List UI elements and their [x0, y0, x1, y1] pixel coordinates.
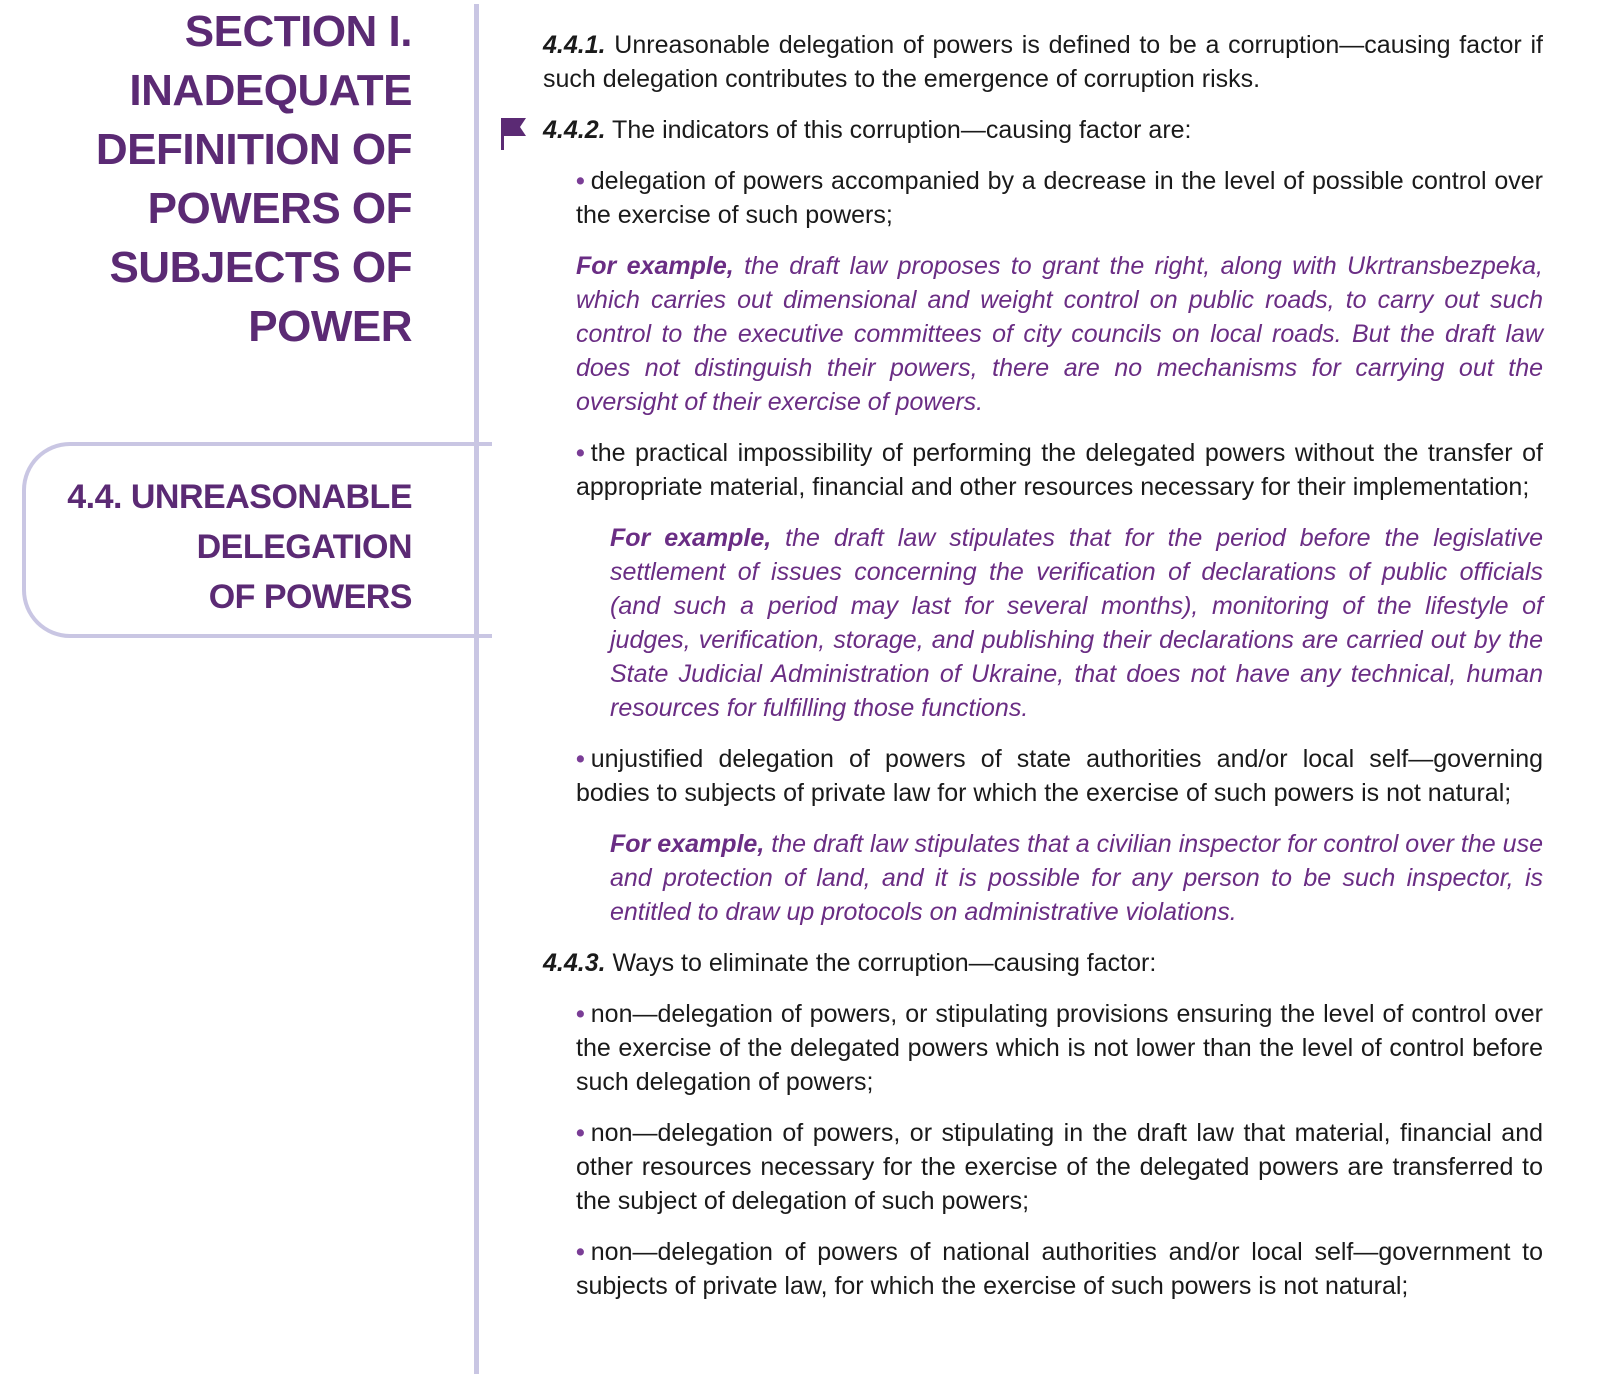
indicator-item — [576, 436, 1543, 504]
example-block — [610, 521, 1543, 725]
main-content — [543, 28, 1543, 1320]
example-text: the draft law proposes to grant the right, along with Ukrtransbezpeka, which carries out dimensional and weight control on public roads, to carry out such control to the executive committees of city councils on local roads. But the draft law does not distinguish their powers, there are no mechanisms for carrying out the oversight of their exercise of powers. — [576, 252, 1543, 416]
flag-icon[interactable] — [499, 116, 529, 150]
paragraph-number: 4.4.3. — [543, 949, 606, 977]
sidebar — [0, 0, 478, 1374]
section-title-line: POWER — [248, 302, 412, 351]
indicator-item — [576, 164, 1543, 232]
section-title-line: INADEQUATE — [129, 66, 412, 115]
paragraph-number: 4.4.2. — [543, 116, 606, 144]
section-title-line: DEFINITION OF — [95, 125, 412, 174]
paragraph-number: 4.4.1. — [543, 31, 606, 59]
subsection-title-line: DELEGATION — [196, 528, 412, 566]
bullet-icon: • — [576, 1119, 585, 1147]
elimination-text: non—delegation of powers, or stipulating provisions ensuring the level of control over the exercise of the delegated powers which is not lower than the level of control before such delegation of powers; — [576, 1000, 1543, 1096]
elimination-item — [576, 1116, 1543, 1218]
elimination-text: non—delegation of powers of national authorities and/or local self—government to subjects of private law, for which the exercise of such powers is not natural; — [576, 1238, 1543, 1300]
indicator-text: delegation of powers accompanied by a decrease in the level of possible control over the exercise of such powers; — [576, 167, 1543, 229]
bullet-icon: • — [576, 1238, 585, 1266]
bullet-icon: • — [576, 745, 585, 773]
section-title-line: POWERS OF — [147, 184, 412, 233]
elimination-item — [576, 1235, 1543, 1303]
paragraph-4-4-3 — [543, 946, 1543, 980]
bullet-icon: • — [576, 439, 585, 467]
section-title-line: SECTION I. — [184, 7, 412, 56]
section-title-line: SUBJECTS OF — [109, 243, 412, 292]
paragraph-text: The indicators of this corruption—causing factor are: — [605, 116, 1192, 144]
subsection-title-line: OF POWERS — [208, 578, 412, 616]
elimination-text: non—delegation of powers, or stipulating in the draft law that material, financial and other resources necessary for the exercise of the delegated powers are transferred to the subject of delegation of such powers; — [576, 1119, 1543, 1215]
elimination-item — [576, 997, 1543, 1099]
subsection-title — [67, 472, 412, 622]
bullet-icon: • — [576, 1000, 585, 1028]
example-lead: For example, — [576, 252, 734, 280]
example-block — [576, 249, 1543, 419]
subsection-title-line: 4.4. UNREASONABLE — [67, 478, 412, 516]
paragraph-4-4-1 — [543, 28, 1543, 96]
indicator-text: unjustified delegation of powers of state authorities and/or local self—governing bodies to subjects of private law for which the exercise of such powers is not natural; — [576, 745, 1543, 807]
example-lead: For example, — [610, 524, 772, 552]
section-title — [96, 2, 412, 356]
example-block — [610, 827, 1543, 929]
indicator-item — [576, 742, 1543, 810]
paragraph-text: Ways to eliminate the corruption—causing factor: — [605, 949, 1157, 977]
paragraph-text: Unreasonable delegation of powers is defined to be a corruption—causing factor if such delegation contributes to the emergence of corruption risks. — [543, 31, 1543, 93]
example-text: the draft law stipulates that for the period before the legislative settlement of issues concerning the verification of declarations of public officials (and such a period may last for several months), monitoring of the lifestyle of judges, verification, storage, and publishing their declarations are carried out by the State Judicial Administration of Ukraine, that does not have any technical, human resources for fulfilling those functions. — [610, 524, 1543, 722]
vertical-divider — [474, 4, 479, 1374]
bullet-icon: • — [576, 167, 585, 195]
paragraph-4-4-2 — [543, 113, 1543, 147]
example-lead: For example, — [610, 830, 765, 858]
example-text: the draft law stipulates that a civilian inspector for control over the use and protection of land, and it is possible for any person to be such inspector, is entitled to draw up protocols on administrative violations. — [610, 830, 1543, 926]
indicator-text: the practical impossibility of performing the delegated powers without the transfer of appropriate material, financial and other resources necessary for their implementation; — [576, 439, 1543, 501]
